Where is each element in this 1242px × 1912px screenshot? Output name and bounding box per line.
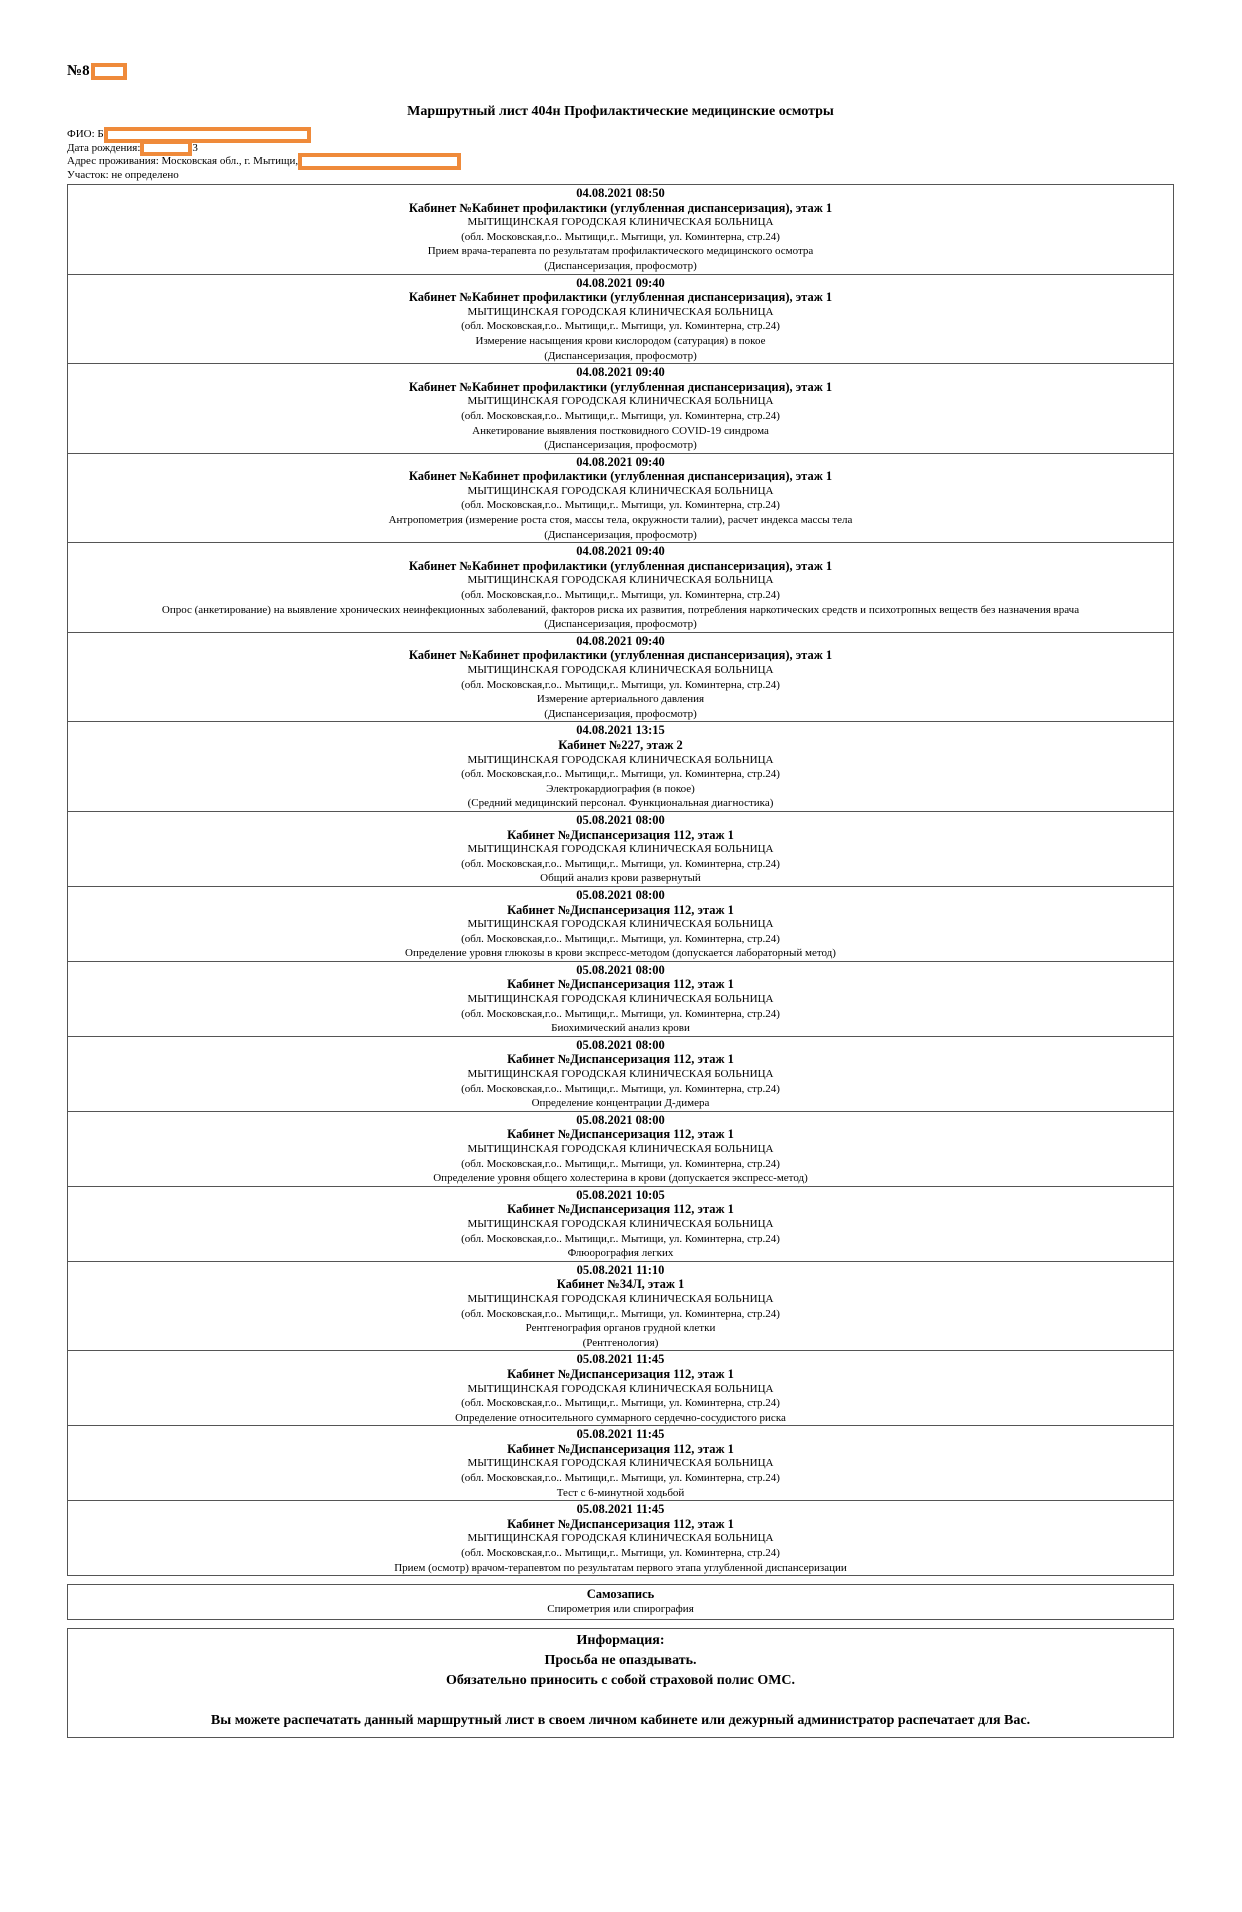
appointment-address: (обл. Московская,г.о.. Мытищи,г.. Мытищи, ул. Коминтерна, стр.24) xyxy=(461,1397,780,1410)
appointment-cabinet: Кабинет №Диспансеризация 112, этаж 1 xyxy=(507,1516,734,1531)
document-number xyxy=(67,60,1174,82)
route-sheet-page xyxy=(67,60,1174,1738)
appointment-address: (обл. Московская,г.о.. Мытищи,г.. Мытищи, ул. Коминтерна, стр.24) xyxy=(461,932,780,945)
appointment-organization: МЫТИЩИНСКАЯ ГОРОДСКАЯ КЛИНИЧЕСКАЯ БОЛЬНИЦА xyxy=(467,664,774,676)
appointment-cabinet: Кабинет №Кабинет профилактики (углубленная диспансеризация), этаж 1 xyxy=(408,469,833,484)
appointment-entry xyxy=(68,1036,1173,1111)
appointment-cabinet: Кабинет №Диспансеризация 112, этаж 1 xyxy=(507,1441,734,1456)
appointment-cabinet: Кабинет №Кабинет профилактики (углубленная диспансеризация), этаж 1 xyxy=(408,648,833,663)
appointment-note: (Диспансеризация, профосмотр) xyxy=(544,528,697,541)
information-line-1: Просьба не опаздывать. xyxy=(544,1653,697,1669)
appointment-datetime: 05.08.2021 08:00 xyxy=(576,887,665,902)
appointment-note: (Диспансеризация, профосмотр) xyxy=(544,259,697,272)
appointment-organization: МЫТИЩИНСКАЯ ГОРОДСКАЯ КЛИНИЧЕСКАЯ БОЛЬНИЦА xyxy=(467,395,774,408)
appointment-service: Электрокардиография (в покое) xyxy=(546,782,695,795)
appointment-organization: МЫТИЩИНСКАЯ ГОРОДСКАЯ КЛИНИЧЕСКАЯ БОЛЬНИЦА xyxy=(467,1382,774,1395)
appointment-entry xyxy=(68,961,1173,1036)
appointment-service: Определение уровня глюкозы в крови экспресс-методом (допускается лабораторный метод) xyxy=(405,947,836,960)
appointment-cabinet: Кабинет №Кабинет профилактики (углубленная диспансеризация), этаж 1 xyxy=(408,558,833,573)
appointment-service: Общий анализ крови развернутый xyxy=(540,872,701,885)
appointment-address: (обл. Московская,г.о.. Мытищи,г.. Мытищи, ул. Коминтерна, стр.24) xyxy=(461,1472,780,1485)
appointment-organization: МЫТИЩИНСКАЯ ГОРОДСКАЯ КЛИНИЧЕСКАЯ БОЛЬНИЦА xyxy=(467,484,774,497)
appointment-organization: МЫТИЩИНСКАЯ ГОРОДСКАЯ КЛИНИЧЕСКАЯ БОЛЬНИЦА xyxy=(467,1457,774,1470)
information-box xyxy=(67,1628,1174,1738)
self-record-box xyxy=(67,1584,1174,1620)
appointment-organization: МЫТИЩИНСКАЯ ГОРОДСКАЯ КЛИНИЧЕСКАЯ БОЛЬНИЦА xyxy=(467,843,774,856)
redacted-fio xyxy=(104,127,311,143)
appointment-entry xyxy=(68,274,1173,364)
document-title: Маршрутный лист 404н Профилактические медицинские осмотры xyxy=(407,104,834,119)
appointment-entry xyxy=(68,632,1173,722)
appointment-datetime: 04.08.2021 09:40 xyxy=(576,454,665,469)
appointment-service: Измерение насыщения крови кислородом (сатурация) в покое xyxy=(475,334,766,347)
appointment-service: Определение относительного суммарного сердечно-сосудистого риска xyxy=(455,1411,786,1424)
appointment-note: (Диспансеризация, профосмотр) xyxy=(544,618,697,631)
self-record-title: Самозапись xyxy=(586,1587,655,1602)
appointment-datetime: 04.08.2021 09:40 xyxy=(576,633,665,648)
appointment-note: (Диспансеризация, профосмотр) xyxy=(544,439,697,452)
appointment-cabinet: Кабинет №Диспансеризация 112, этаж 1 xyxy=(507,1366,734,1381)
information-title: Информация: xyxy=(576,1633,665,1649)
appointment-organization: МЫТИЩИНСКАЯ ГОРОДСКАЯ КЛИНИЧЕСКАЯ БОЛЬНИЦА xyxy=(467,216,774,229)
appointment-address: (обл. Московская,г.о.. Мытищи,г.. Мытищи, ул. Коминтерна, стр.24) xyxy=(461,409,780,422)
appointment-datetime: 04.08.2021 13:15 xyxy=(576,723,665,738)
appointment-address: (обл. Московская,г.о.. Мытищи,г.. Мытищи, ул. Коминтерна, стр.24) xyxy=(461,499,780,512)
appointment-service: Антропометрия (измерение роста стоя, массы тела, окружности талии), расчет индекса массы тела xyxy=(388,514,853,527)
appointment-cabinet: Кабинет №Кабинет профилактики (углубленная диспансеризация), этаж 1 xyxy=(408,379,833,394)
appointment-address: (обл. Московская,г.о.. Мытищи,г.. Мытищи, ул. Коминтерна, стр.24) xyxy=(461,678,780,691)
information-spacer xyxy=(68,1691,1173,1711)
appointments-list xyxy=(67,184,1174,1576)
appointment-address: (обл. Московская,г.о.. Мытищи,г.. Мытищи, ул. Коминтерна, стр.24) xyxy=(461,1082,780,1095)
appointment-datetime: 04.08.2021 08:50 xyxy=(576,186,665,200)
appointment-address: (обл. Московская,г.о.. Мытищи,г.. Мытищи, ул. Коминтерна, стр.24) xyxy=(461,857,780,870)
appointment-entry xyxy=(68,811,1173,886)
appointment-entry xyxy=(68,1186,1173,1261)
appointment-service: Прием (осмотр) врачом-терапевтом по результатам первого этапа углубленной диспансеризации xyxy=(394,1561,847,1574)
appointment-address: (обл. Московская,г.о.. Мытищи,г.. Мытищи, ул. Коминтерна, стр.24) xyxy=(461,1547,780,1560)
appointment-cabinet: Кабинет №Диспансеризация 112, этаж 1 xyxy=(507,977,734,992)
appointment-service: Опрос (анкетирование) на выявление хронических неинфекционных заболеваний, факторов риска их развития, потребления наркотических средств и психотропных веществ без назначения врача xyxy=(161,603,1080,616)
appointment-datetime: 05.08.2021 08:00 xyxy=(576,812,665,827)
fio-row xyxy=(67,128,1174,142)
appointment-address: (обл. Московская,г.о.. Мытищи,г.. Мытищи, ул. Коминтерна, стр.24) xyxy=(461,1232,780,1245)
appointment-service: Рентгенография органов грудной клетки xyxy=(525,1322,716,1335)
appointment-datetime: 05.08.2021 11:10 xyxy=(576,1262,665,1277)
appointment-address: (обл. Московская,г.о.. Мытищи,г.. Мытищи, ул. Коминтерна, стр.24) xyxy=(461,1157,780,1170)
appointment-cabinet: Кабинет №227, этаж 2 xyxy=(558,737,683,752)
appointment-entry xyxy=(68,1350,1173,1425)
appointment-entry xyxy=(68,185,1173,274)
appointment-cabinet: Кабинет №Диспансеризация 112, этаж 1 xyxy=(507,902,734,917)
appointment-datetime: 05.08.2021 08:00 xyxy=(576,1037,665,1052)
appointment-datetime: 05.08.2021 11:45 xyxy=(576,1502,665,1517)
appointment-address: (обл. Московская,г.о.. Мытищи,г.. Мытищи, ул. Коминтерна, стр.24) xyxy=(461,1307,780,1320)
redacted-birthdate xyxy=(140,140,192,156)
information-line-2: Обязательно приносить с собой страховой полис ОМС. xyxy=(445,1673,796,1689)
appointment-organization: МЫТИЩИНСКАЯ ГОРОДСКАЯ КЛИНИЧЕСКАЯ БОЛЬНИЦА xyxy=(467,1143,774,1155)
appointment-organization: МЫТИЩИНСКАЯ ГОРОДСКАЯ КЛИНИЧЕСКАЯ БОЛЬНИЦА xyxy=(467,1292,774,1305)
information-line-3: Вы можете распечатать данный маршрутный лист в своем личном кабинете или дежурный администратор распечатает для Вас. xyxy=(210,1713,1031,1729)
appointment-datetime: 05.08.2021 08:00 xyxy=(576,1112,665,1127)
appointment-address: (обл. Московская,г.о.. Мытищи,г.. Мытищи, ул. Коминтерна, стр.24) xyxy=(461,589,780,602)
redacted-address xyxy=(298,153,461,170)
appointment-cabinet: Кабинет №Диспансеризация 112, этаж 1 xyxy=(507,1127,734,1142)
address-row xyxy=(67,155,1174,169)
appointment-note: (Диспансеризация, профосмотр) xyxy=(544,349,697,362)
birth-label: Дата рождения: xyxy=(67,141,141,154)
appointment-address: (обл. Московская,г.о.. Мытищи,г.. Мытищи, ул. Коминтерна, стр.24) xyxy=(461,320,780,333)
appointment-service: Анкетирование выявления постковидного COVID-19 синдрома xyxy=(472,424,769,437)
redacted-number xyxy=(91,63,127,80)
appointment-address: (обл. Московская,г.о.. Мытищи,г.. Мытищи, ул. Коминтерна, стр.24) xyxy=(461,1007,780,1020)
birth-row xyxy=(67,142,1174,156)
appointment-datetime: 05.08.2021 11:45 xyxy=(576,1427,665,1442)
appointment-entry xyxy=(68,1261,1173,1351)
appointment-entry xyxy=(68,1111,1173,1186)
appointment-service: Определение уровня общего холестерина в крови (допускается экспресс-метод) xyxy=(433,1172,808,1185)
address-label: Адрес проживания: Московская обл., г. Мытищи, xyxy=(67,155,299,167)
appointment-entry xyxy=(68,721,1173,811)
self-record-item: Спирометрия или спирография xyxy=(547,1603,694,1616)
appointment-datetime: 05.08.2021 10:05 xyxy=(576,1187,665,1202)
appointment-organization: МЫТИЩИНСКАЯ ГОРОДСКАЯ КЛИНИЧЕСКАЯ БОЛЬНИЦА xyxy=(467,993,774,1006)
district-row: Участок: не определено xyxy=(67,168,179,181)
appointment-service: Измерение артериального давления xyxy=(536,693,705,706)
appointment-entry xyxy=(68,1500,1173,1575)
appointment-datetime: 05.08.2021 11:45 xyxy=(576,1352,665,1367)
appointment-datetime: 05.08.2021 08:00 xyxy=(576,962,665,977)
appointment-organization: МЫТИЩИНСКАЯ ГОРОДСКАЯ КЛИНИЧЕСКАЯ БОЛЬНИЦА xyxy=(467,753,774,766)
appointment-service: Прием врача-терапевта по результатам профилактического медицинского осмотра xyxy=(427,245,814,258)
appointment-datetime: 04.08.2021 09:40 xyxy=(576,544,665,559)
appointment-entry xyxy=(68,886,1173,961)
appointment-cabinet: Кабинет №34Л, этаж 1 xyxy=(556,1277,685,1292)
appointment-entry xyxy=(68,453,1173,543)
patient-info xyxy=(67,128,1174,182)
appointment-entry xyxy=(68,542,1173,632)
birth-suffix: 3 xyxy=(192,141,198,154)
appointment-cabinet: Кабинет №Кабинет профилактики (углубленная диспансеризация), этаж 1 xyxy=(408,200,833,215)
appointment-organization: МЫТИЩИНСКАЯ ГОРОДСКАЯ КЛИНИЧЕСКАЯ БОЛЬНИЦА xyxy=(467,1217,774,1230)
appointment-entry xyxy=(68,1425,1173,1500)
appointment-note: (Диспансеризация, профосмотр) xyxy=(544,707,697,720)
appointment-address: (обл. Московская,г.о.. Мытищи,г.. Мытищи, ул. Коминтерна, стр.24) xyxy=(461,230,780,243)
appointment-cabinet: Кабинет №Диспансеризация 112, этаж 1 xyxy=(507,1052,734,1067)
appointment-service: Биохимический анализ крови xyxy=(551,1022,690,1035)
fio-label: ФИО: Б xyxy=(67,128,104,140)
appointment-cabinet: Кабинет №Диспансеризация 112, этаж 1 xyxy=(507,827,734,842)
appointment-organization: МЫТИЩИНСКАЯ ГОРОДСКАЯ КЛИНИЧЕСКАЯ БОЛЬНИЦА xyxy=(467,574,774,587)
appointment-service: Определение концентрации Д-димера xyxy=(531,1097,710,1110)
appointment-organization: МЫТИЩИНСКАЯ ГОРОДСКАЯ КЛИНИЧЕСКАЯ БОЛЬНИЦА xyxy=(467,305,774,318)
appointment-cabinet: Кабинет №Диспансеризация 112, этаж 1 xyxy=(507,1202,734,1217)
appointment-organization: МЫТИЩИНСКАЯ ГОРОДСКАЯ КЛИНИЧЕСКАЯ БОЛЬНИЦА xyxy=(467,1068,774,1081)
appointment-entry xyxy=(68,363,1173,453)
appointment-datetime: 04.08.2021 09:40 xyxy=(576,365,665,380)
appointment-service: Флюорография легких xyxy=(567,1247,674,1260)
appointment-organization: МЫТИЩИНСКАЯ ГОРОДСКАЯ КЛИНИЧЕСКАЯ БОЛЬНИЦА xyxy=(467,1532,774,1545)
appointment-organization: МЫТИЩИНСКАЯ ГОРОДСКАЯ КЛИНИЧЕСКАЯ БОЛЬНИЦА xyxy=(467,918,774,931)
appointment-cabinet: Кабинет №Кабинет профилактики (углубленная диспансеризация), этаж 1 xyxy=(408,290,833,305)
document-number-prefix: №8 xyxy=(67,62,90,79)
appointment-service: Тест с 6-минутной ходьбой xyxy=(556,1486,685,1499)
appointment-note: (Рентгенология) xyxy=(582,1336,659,1349)
appointment-datetime: 04.08.2021 09:40 xyxy=(576,275,665,290)
appointment-note: (Средний медицинский персонал. Функциональная диагностика) xyxy=(467,797,774,810)
appointment-address: (обл. Московская,г.о.. Мытищи,г.. Мытищи, ул. Коминтерна, стр.24) xyxy=(461,768,780,781)
